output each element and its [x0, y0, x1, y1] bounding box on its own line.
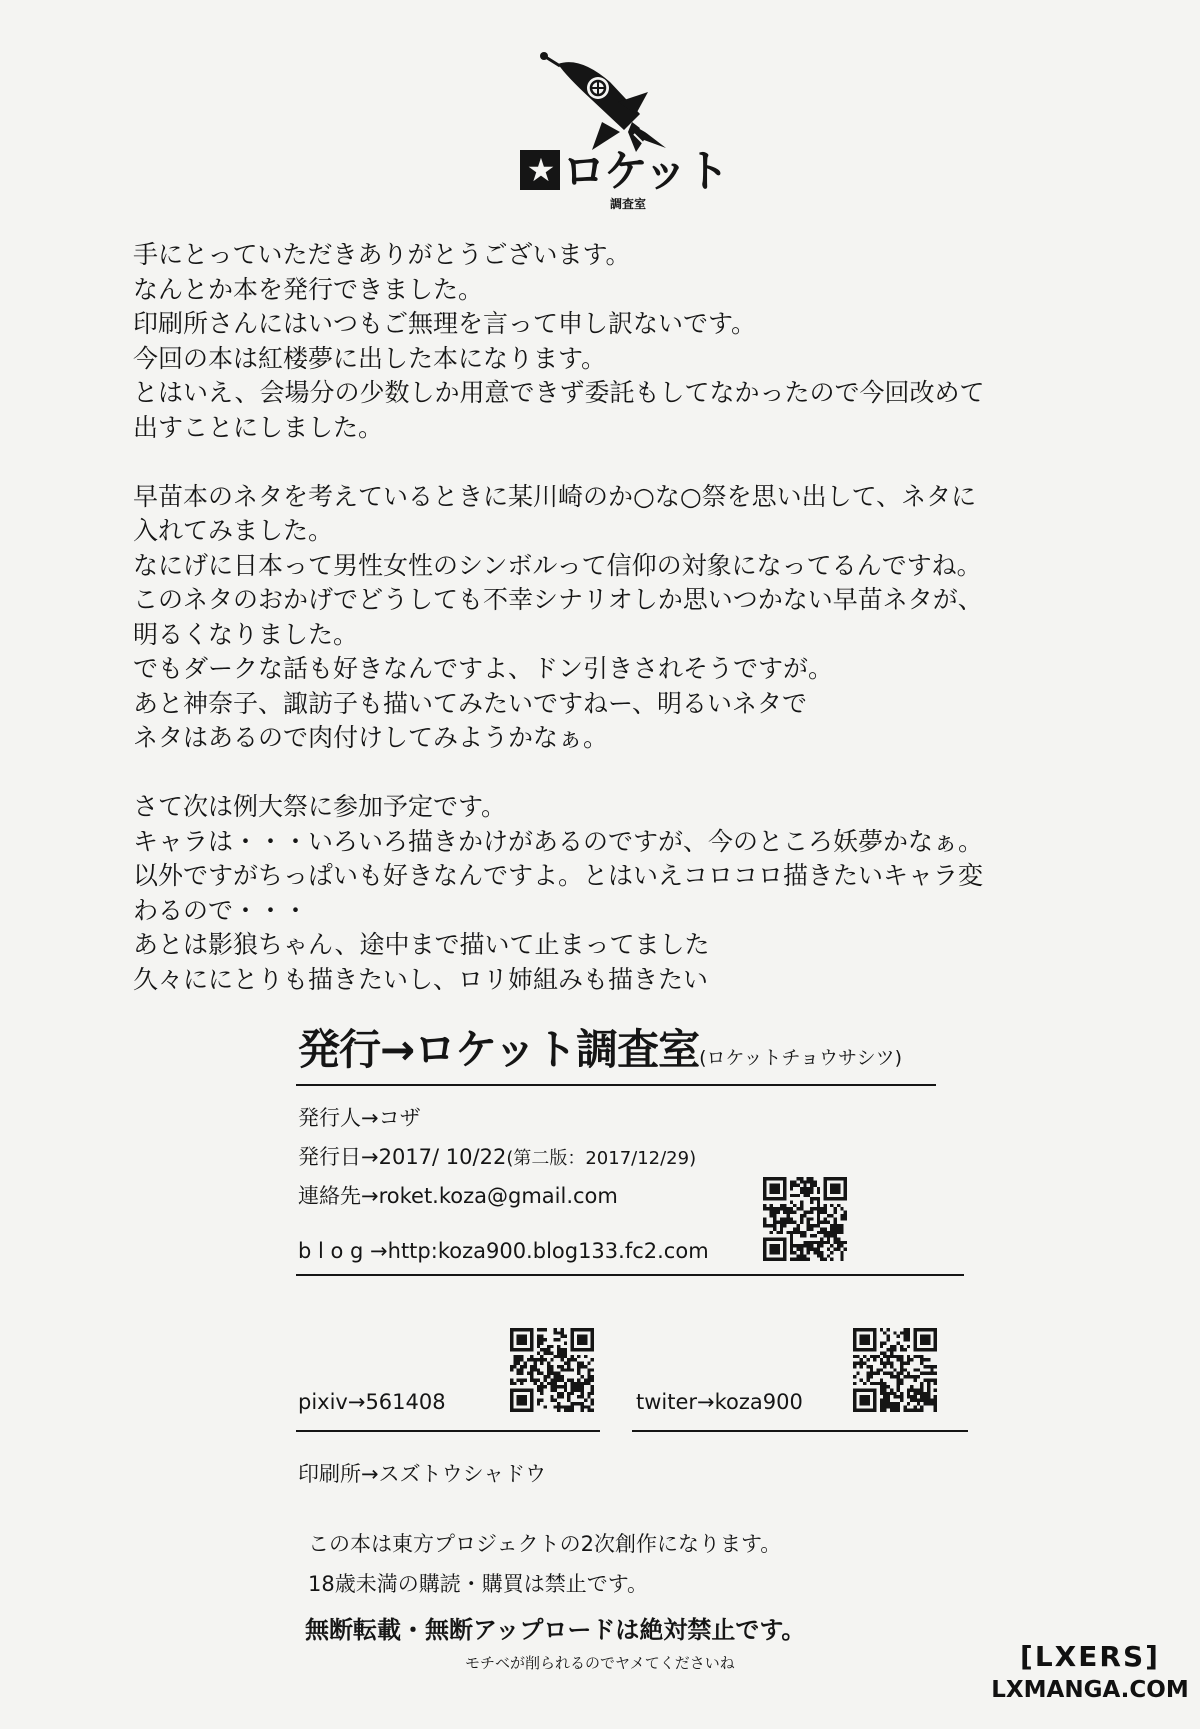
circle-reading: (ロケットチョウサシツ) [699, 1047, 903, 1069]
divider-rule [296, 1274, 964, 1276]
text-line: さて次は例大祭に参加予定です。 [133, 792, 507, 821]
logo-name: ロケット [562, 146, 728, 197]
publish-date-line [298, 1141, 696, 1171]
paragraph-gap [133, 756, 1113, 791]
colophon-title [298, 1017, 902, 1077]
rocket-icon [540, 52, 670, 152]
contact-line: 連絡先→roket.koza@gmail.com [298, 1184, 618, 1208]
divider-rule [296, 1084, 936, 1086]
watermark-tag: [LXERS] [1020, 1640, 1160, 1673]
text-line: 早苗本のネタを考えているときに某川崎のか○な○祭を思い出して、ネタに [133, 481, 977, 511]
logo-wordmark [520, 146, 728, 197]
publisher-circle: 発行→ロケット調査室 [298, 1025, 700, 1074]
publisher-line: 発行人→コザ [298, 1106, 421, 1130]
divider-rule [296, 1430, 600, 1432]
publish-date: 発行日→2017/ 10/22 [298, 1145, 507, 1169]
text-line: あとは影狼ちゃん、途中まで描いて止まってました [133, 930, 710, 959]
printer-line: 印刷所→スズトウシャドウ [298, 1462, 547, 1486]
text-line: 以外ですがちっぱいも好きなんですよ。とはいえコロコロ描きたいキャラ変 [133, 861, 984, 890]
text-line: 明るくなりました。 [133, 619, 359, 649]
second-edition-date: (第二版：2017/12/29) [506, 1148, 697, 1169]
logo-subtitle: 調査室 [610, 197, 647, 211]
paragraph-gap [133, 445, 1113, 480]
text-line: 出すことにしました。 [133, 412, 384, 442]
text-line: キャラは・・・いろいろ描きかけがあるのですが、今のところ妖夢かなぁ。 [133, 826, 984, 856]
text-line: あと神奈子、諏訪子も描いてみたいですねー、明るいネタで [133, 688, 808, 718]
blog-qr-code [763, 1177, 847, 1261]
text-line: わるので・・・ [133, 895, 309, 925]
pixiv-line: pixiv→561408 [298, 1390, 446, 1414]
watermark-site: LXMANGA.COM [991, 1677, 1189, 1703]
site-watermark [990, 1640, 1190, 1706]
text-line: ネタはあるので肉付けしてみようかなぁ。 [133, 723, 609, 752]
text-line: なんとか本を発行できました。 [133, 274, 484, 304]
text-line: とはいえ、会場分の少数しか用意できず委託もしてなかったので今回改めて [133, 378, 985, 407]
no-reprint-notice: 無断転載・無断アップロードは絶対禁止です。 [305, 1616, 806, 1644]
text-line: 久々ににとりも描きたいし、ロリ姉組みも描きたい [133, 964, 709, 994]
text-line: 入れてみました。 [133, 516, 334, 545]
text-line: 手にとっていただきありがとうございます。 [133, 240, 631, 269]
text-line: 今回の本は紅楼夢に出した本になります。 [133, 343, 607, 373]
divider-rule [632, 1430, 968, 1432]
derivative-notice: この本は東方プロジェクトの2次創作になります。 [308, 1532, 782, 1556]
afterword-text [133, 238, 1113, 997]
circle-logo [520, 52, 728, 212]
motivation-note: モチベが削られるのでヤメてくださいね [465, 1654, 735, 1672]
twitter-line: twiter→koza900 [636, 1390, 803, 1414]
blog-line: b l o g →http:koza900.blog133.fc2.com [298, 1239, 709, 1263]
text-line: このネタのおかげでどうしても不幸シナリオしか思いつかない早苗ネタが、 [133, 585, 983, 614]
text-line: なにげに日本って男性女性のシンボルって信仰の対象になってるんですね。 [133, 550, 982, 580]
twitter-qr-code [853, 1328, 937, 1412]
logo-star-icon: ★ [520, 150, 560, 190]
age-notice: 18歳未満の購読・購買は禁止です。 [308, 1572, 649, 1596]
text-line: でもダークな話も好きなんですよ、ドン引きされそうですが。 [133, 654, 834, 683]
text-line: 印刷所さんにはいつもご無理を言って申し訳ないです。 [133, 309, 757, 338]
pixiv-qr-code [510, 1328, 594, 1412]
